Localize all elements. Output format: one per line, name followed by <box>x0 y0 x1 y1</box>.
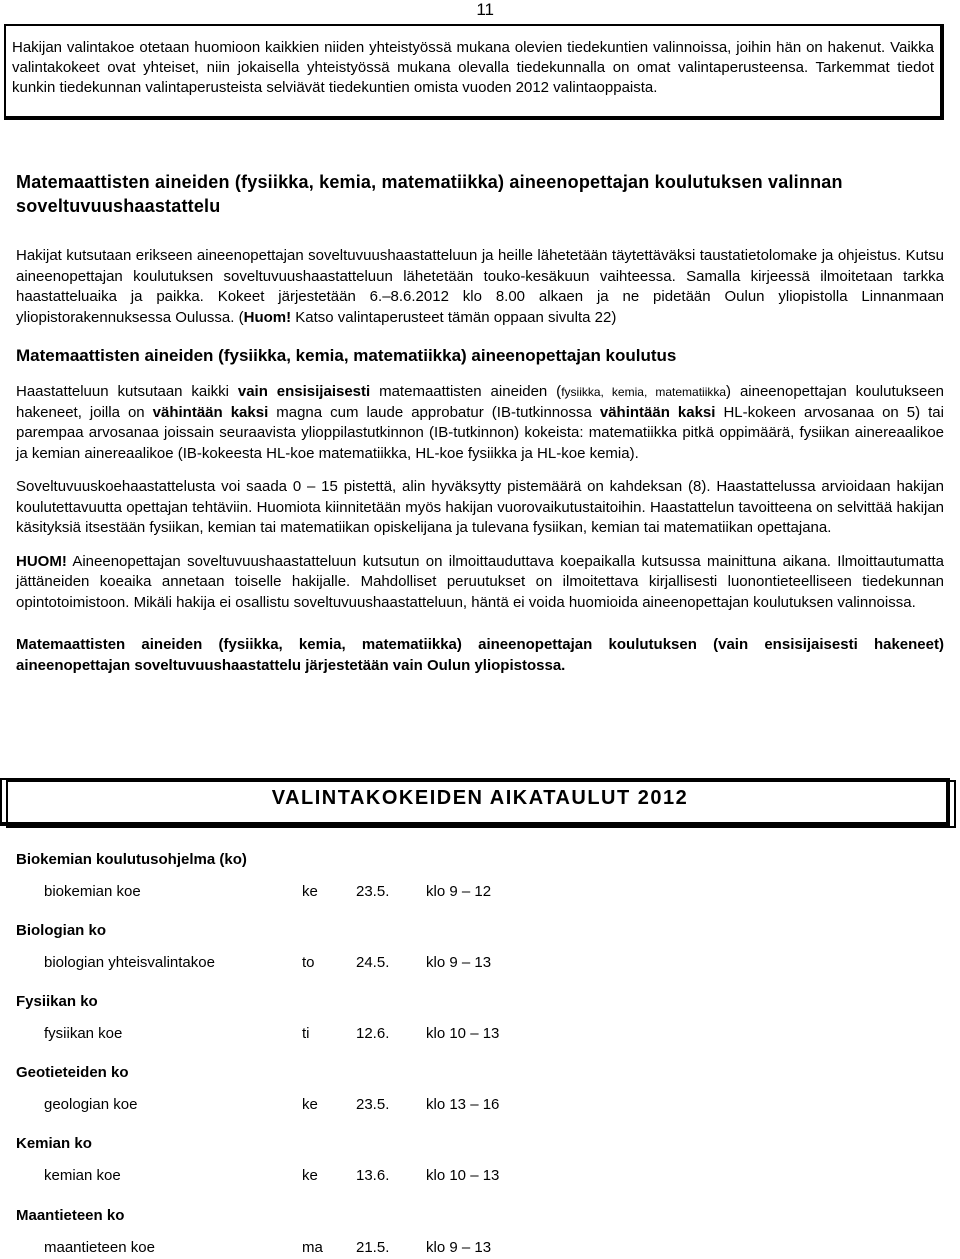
section1-huom: Huom! <box>243 308 292 326</box>
section1-heading: Matemaattisten aineiden (fysiikka, kemia, matematiikka) aineenopettajan koulutuksen valinnan soveltuvuushaastattelu <box>16 172 843 216</box>
exam-date: 13.6. <box>356 1167 390 1184</box>
exam-name: fysiikan koe <box>44 1025 123 1042</box>
exam-time: klo 13 – 16 <box>426 1096 500 1113</box>
s2-bold-e: vähintään kaksi <box>152 403 269 421</box>
exam-day: ma <box>302 1239 323 1256</box>
s2-bold-g: vähintään kaksi <box>599 403 716 421</box>
exam-name: kemian koe <box>44 1167 121 1184</box>
s2-text-p3: Aineenopettajan soveltuvuushaastatteluun kutsutun on ilmoittauduttava koepaikalla kutsussa mainittuna aikana. Ilmoittautumatta jättäneiden koeaika annetaan toiselle hakijalle. Mahdolliset peruutukset on ilmoitettava kirjallisesti luonontieteelliseen tiedekunnan opintotoimistoon. Mikäli hakija ei osallistu soveltuvuushaastatteluun, häntä ei voida huomioida aineenopettajan koulutuksen valinnoissa. <box>16 552 944 611</box>
exam-time: klo 9 – 13 <box>426 1239 492 1256</box>
notice-box <box>4 24 944 120</box>
s2-small-subjects: fysiikka, kemia, matematiikka <box>561 385 727 399</box>
exam-date: 24.5. <box>356 954 390 971</box>
page-number: 11 <box>476 0 494 19</box>
exam-day: ke <box>302 1167 318 1184</box>
exam-time: klo 9 – 13 <box>426 954 492 971</box>
program-title: Geotieteiden ko <box>16 1064 129 1081</box>
schedule-title: VALINTAKOKEIDEN AIKATAULUT 2012 <box>271 787 689 809</box>
exam-time: klo 9 – 12 <box>426 883 492 900</box>
section2-paragraph-4: Matemaattisten aineiden (fysiikka, kemia, matematiikka) aineenopettajan koulutuksen (vain ensisijaisesti hakeneet) aineenopettajan soveltuvuushaastattelu järjestetään vain Oulun yliopistossa. <box>16 636 944 674</box>
s2-text-c: matemaattisten aineiden ( <box>370 383 562 400</box>
s2-text-f: magna cum laude approbatur (IB-tutkinnossa <box>268 403 600 421</box>
exam-date: 23.5. <box>356 883 390 900</box>
section1-text-b: Katso valintaperusteet tämän oppaan sivulta 22) <box>291 308 617 326</box>
notice-text: Hakijan valintakoe otetaan huomioon kaikkien niiden yhteistyössä mukana olevien tiedekuntien valinnoissa, joihin hän on hakenut. Vaikka valintakokeet ovat yhteiset, niin jokaisella yhteistyössä mukana olevalla tiedekunnalla on omat valintaperusteensa. Tarkemmat tiedot kunkin tiedekunnan valintaperusteista selviävät tiedekuntien omista vuoden 2012 valintaoppaista. <box>12 39 934 96</box>
program-title: Fysiikan ko <box>16 993 98 1010</box>
exam-name: biokemian koe <box>44 883 141 900</box>
section1-text-a: Hakijat kutsutaan erikseen aineenopettajan soveltuvuushaastatteluun ja heille lähetetään täytettäväksi taustatietolomake ja ohjeistus. Kutsu aineenopettajan koulutuksen soveltuvuushaastatteluun lähetetään touko-kesäkuun vaihteessa. Samalla kirjeessä ilmoitetaan tarkka haastatteluaika ja paikka. Kokeet järjestetään 6.–8.6.2012 klo 8.00 alkaen ja ne pidetään Oulun yliopistolla Linnanmaan yliopistorakennuksessa Oulussa. ( <box>16 247 944 326</box>
s2-text-h: HL-kokeen arvosanaa on 5) tai parempaa arvosanaa joissain seuraavista ylioppilastutkinnon (IB-tutkinnon) kokeista: matematiikka pitkä oppimäärä, fysiikan ainereaalikoe ja kemian ainereaalikoe (IB-kokeesta HL-koe matematiikka, HL-koe fysiikka ja HL-koe kemia). <box>16 403 944 462</box>
program-title: Biologian ko <box>16 922 106 939</box>
s2-text-a: Haastatteluun kutsutaan kaikki <box>16 383 238 400</box>
exam-name: geologian koe <box>44 1096 138 1113</box>
exam-date: 21.5. <box>356 1239 390 1256</box>
section2-heading: Matemaattisten aineiden (fysiikka, kemia, matematiikka) aineenopettajan koulutus <box>16 346 677 365</box>
section2-paragraph-3 <box>16 552 944 614</box>
section1-paragraph <box>16 246 944 328</box>
section2-paragraph-2: Soveltuvuuskoehaastattelusta voi saada 0 – 15 pistettä, alin hyväksytty pistemäärä on kahdeksan (8). Haastattelussa arvioidaan hakijan koulutettavuutta opettajan tehtäviin. Huomiota kiinnitetään myös hakijan vuorovaikutustaitoihin. Haastattelun tavoitteena on selvittää hakijan käsityksiä itsestään fysiikan, kemian tai matematiikan opiskelijana ja tulevana fysiikan, kemian tai matematiikan opettajana. <box>16 478 944 536</box>
program-title: Kemian ko <box>16 1135 92 1152</box>
exam-date: 12.6. <box>356 1025 390 1042</box>
s2-bold-b: vain ensisijaisesti <box>237 383 371 400</box>
s2-huom: HUOM! <box>16 552 67 570</box>
exam-name: biologian yhteisvalintakoe <box>44 954 215 971</box>
exam-time: klo 10 – 13 <box>426 1025 500 1042</box>
exam-day: to <box>302 954 315 971</box>
section2-paragraph-1 <box>16 382 944 464</box>
exam-day: ke <box>302 883 318 900</box>
exam-day: ke <box>302 1096 318 1113</box>
program-title: Biokemian koulutusohjelma (ko) <box>16 851 247 868</box>
program-title: Maantieteen ko <box>16 1207 125 1224</box>
s2-text-d: ) aineenopettajan koulutukseen hakeneet, joilla on <box>16 383 945 421</box>
exam-date: 23.5. <box>356 1096 390 1113</box>
main-content <box>16 170 944 676</box>
exam-day: ti <box>302 1025 310 1042</box>
exam-time: klo 10 – 13 <box>426 1167 500 1184</box>
exam-name: maantieteen koe <box>44 1239 155 1256</box>
